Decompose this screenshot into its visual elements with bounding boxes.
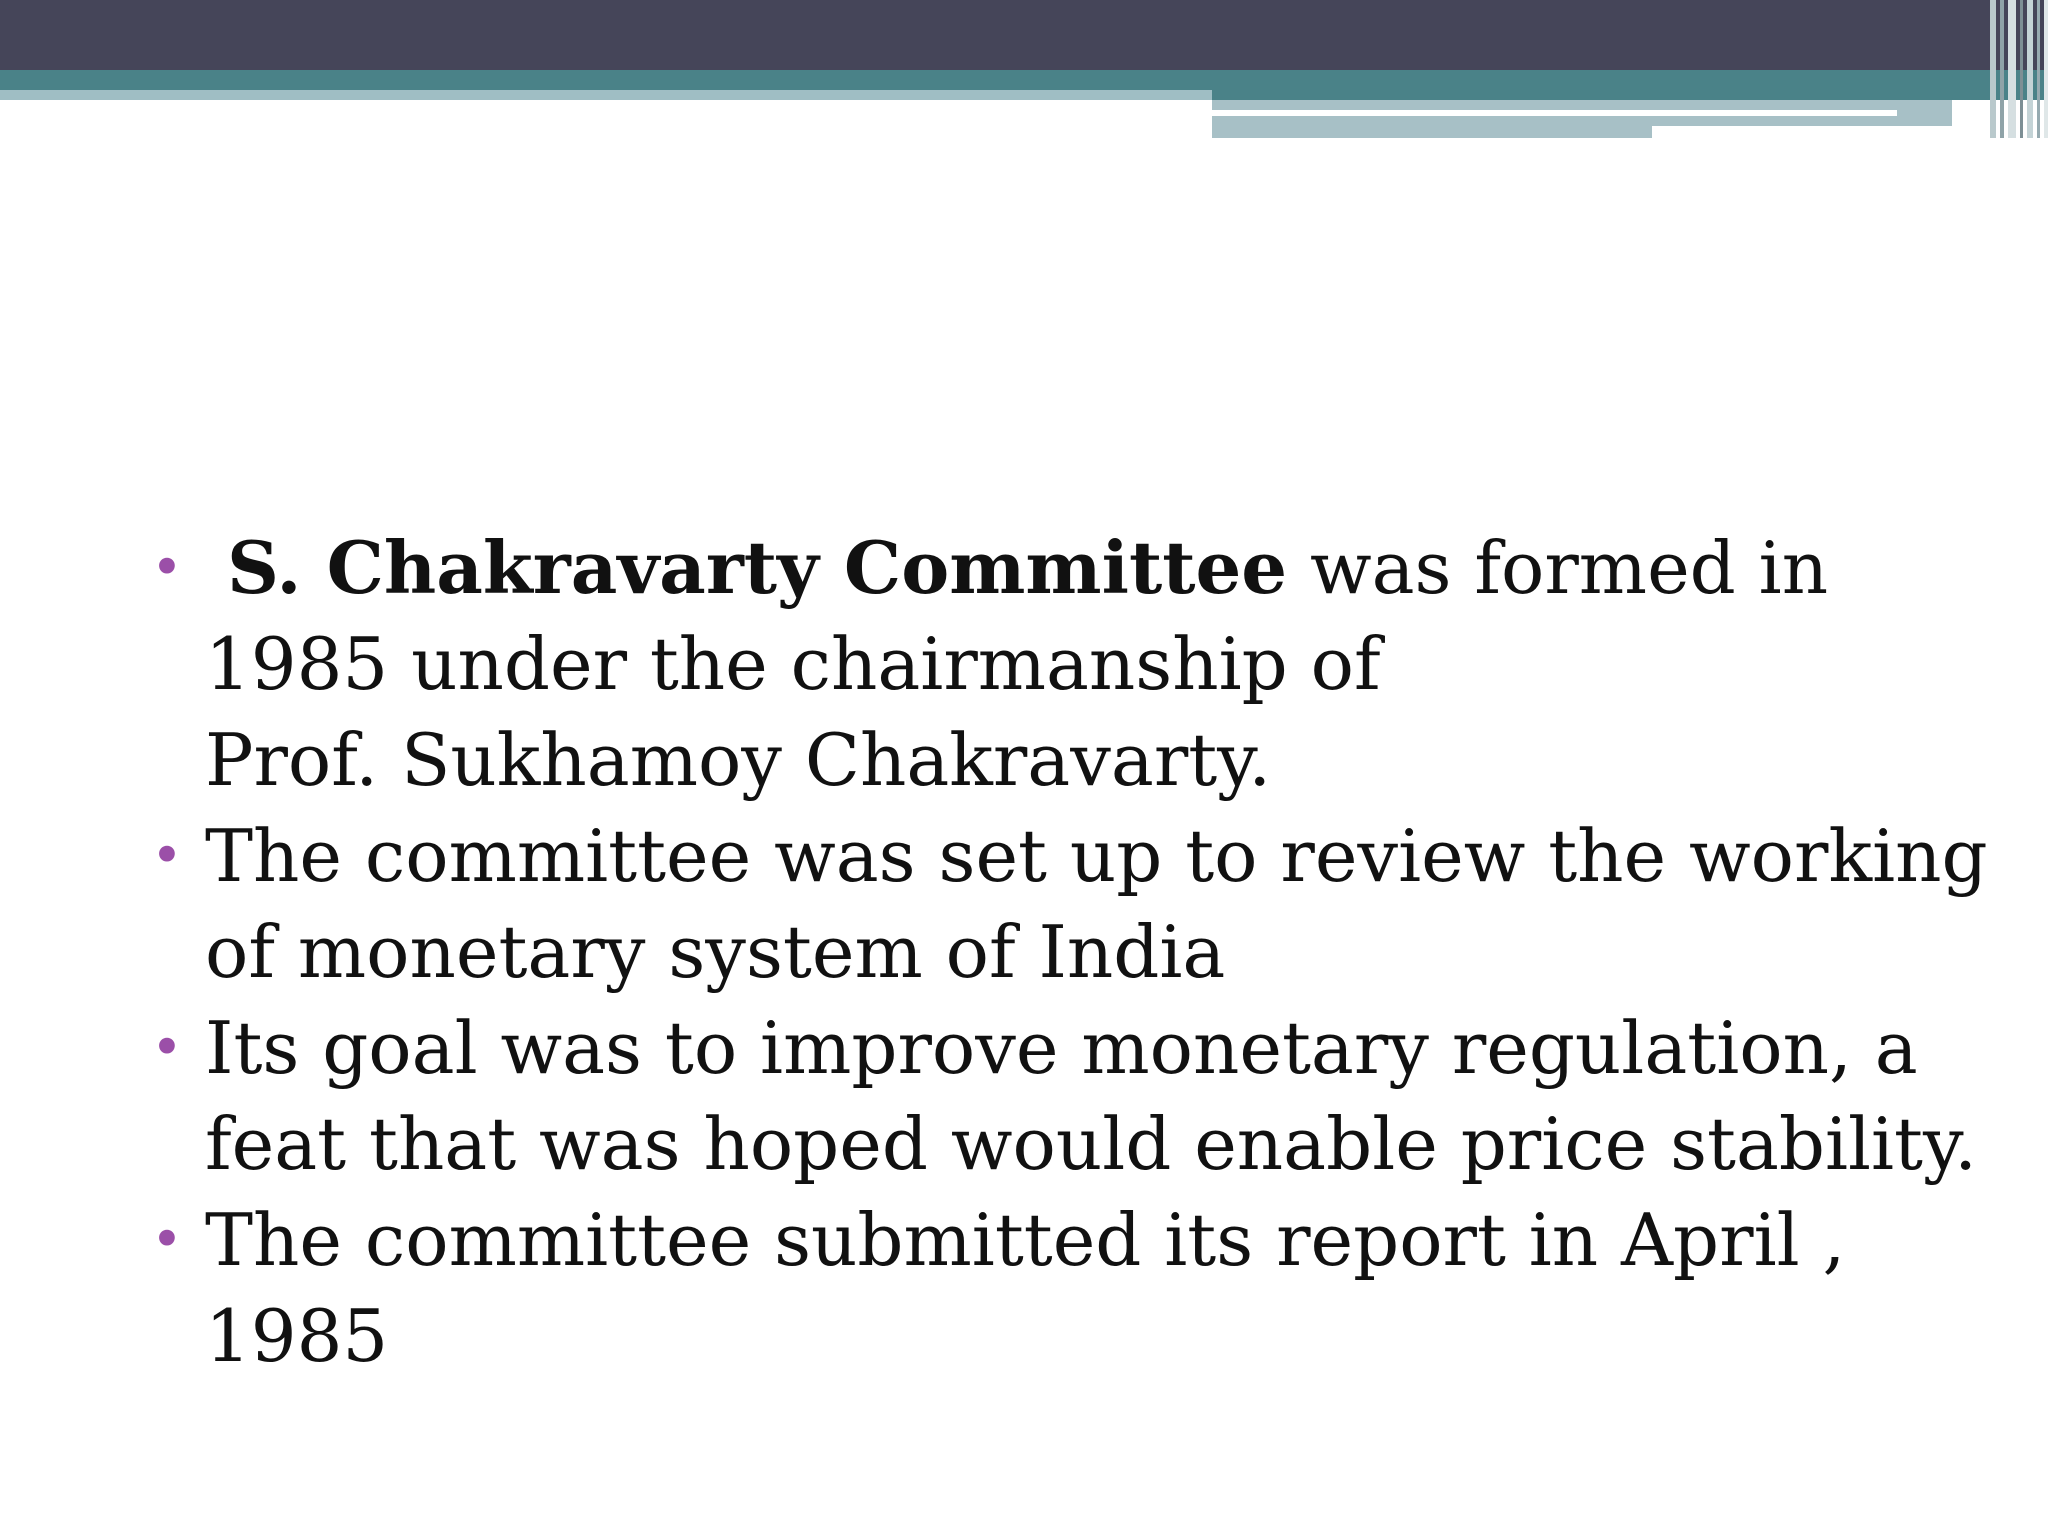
bullet-4-line-2: 1985 [205,1294,389,1378]
banner-edge-lines [1990,0,2048,138]
bullet-dot-icon: • [151,1016,183,1079]
banner-light-band [0,90,1212,100]
banner-white-stripe [1212,110,1897,116]
bullet-2-line-1: The committee was set up to review the working [205,814,1988,898]
committee-name: S. Chakravarty Committee [227,525,1288,610]
bullet-1-line-3: Prof. Sukhamoy Chakravarty. [205,718,1272,802]
banner-teal-step [1212,90,2048,100]
bullet-list [145,520,1988,1384]
bullet-2-line-2: of monetary system of India [205,910,1226,994]
bullet-dot-icon: • [151,824,183,887]
list-item [145,808,1988,1000]
bullet-dot-icon: • [151,1208,183,1271]
bullet-1-line-1 [205,520,1965,616]
list-item [145,1000,1977,1192]
list-item [145,1192,1965,1384]
list-item [145,520,1965,808]
banner-dark-band [0,0,2048,70]
bullet-3-line-2: feat that was hoped would enable price stability. [205,1102,1977,1186]
bullet-3-line-1: Its goal was to improve monetary regulation, a [205,1006,1918,1090]
banner-white-notch [1652,126,1952,138]
bullet-dot-icon: • [151,536,183,599]
bullet-1-text: was formed in [1287,526,1829,610]
bullet-4-line-1: The committee submitted its report in April , [205,1198,1846,1282]
bullet-1-line-2: 1985 under the chairmanship of [205,622,1381,706]
banner-teal-band [0,70,2048,90]
